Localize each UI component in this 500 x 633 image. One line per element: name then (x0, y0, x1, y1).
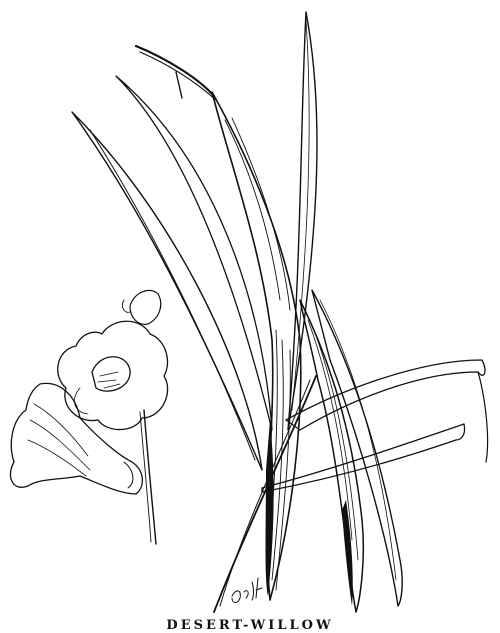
leaf-left-fine (90, 130, 255, 460)
seed-pod-third (312, 290, 402, 606)
figure-caption: DESERT-WILLOW (166, 618, 334, 633)
flower-open-face (58, 321, 168, 429)
seed-pod-hatching (225, 118, 290, 590)
seed-pod-second (300, 300, 363, 612)
flower-bud (122, 290, 160, 324)
branch-stub (176, 72, 182, 98)
leaf-cross-upper-tip (478, 372, 488, 462)
seed-pod-second-hatching (308, 320, 358, 560)
seed-pod-ink-fill (266, 420, 274, 596)
seed-pod-ink-fill-2 (342, 500, 353, 606)
artist-signature (232, 578, 262, 603)
main-branch-bark (140, 52, 216, 100)
leaf-cross-lower (262, 424, 465, 492)
flower-trumpet-side (10, 383, 142, 494)
leaf-left-inner (116, 76, 272, 430)
leaf-tall-right (288, 12, 317, 430)
